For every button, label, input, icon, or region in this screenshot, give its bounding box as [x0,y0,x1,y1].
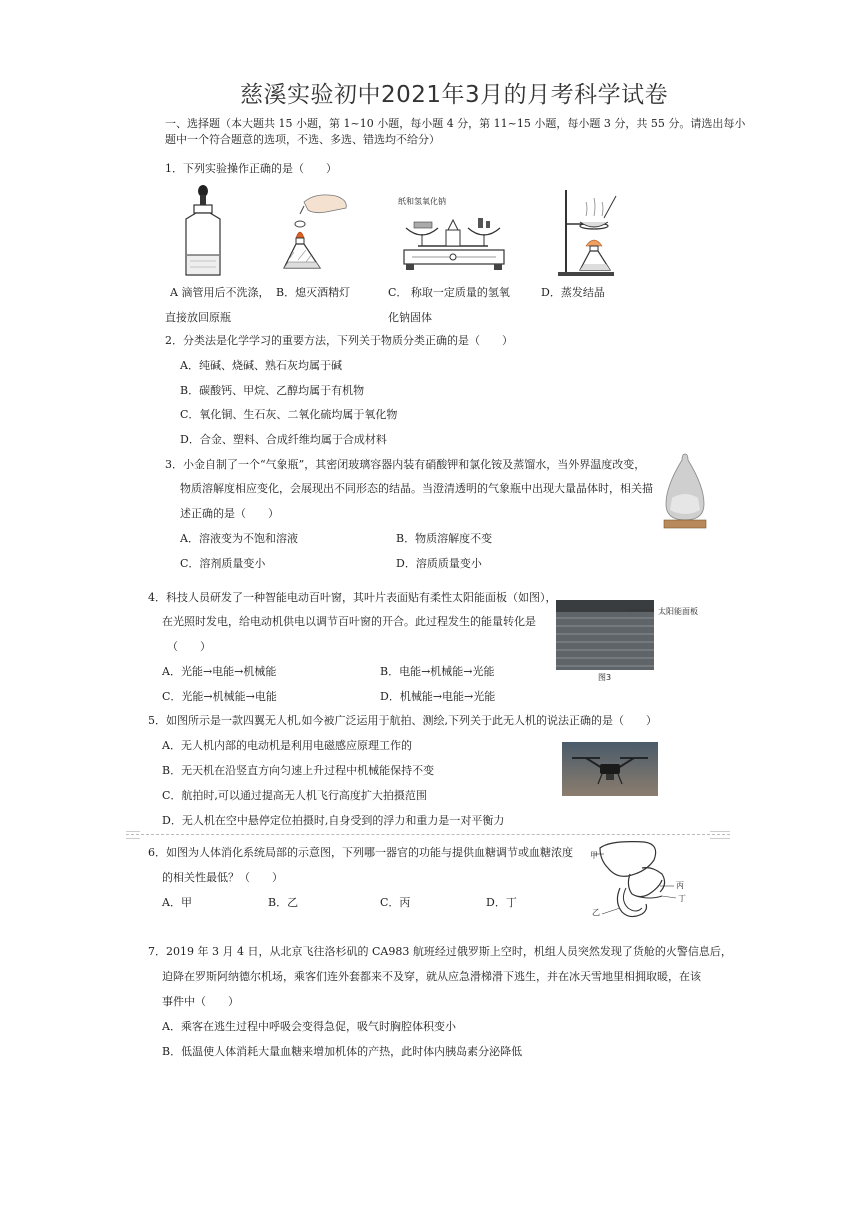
q5-option-b: B．无天机在沿竖直方向匀速上升过程中机械能保持不变 [162,764,435,777]
q4-stem-line2: 在光照时发电，给电动机供电以调节百叶窗的开合。此过程发生的能量转化是 [162,615,536,628]
q7-option-a: A．乘客在逃生过程中呼吸会变得急促，吸气时胸腔体积变小 [162,1020,456,1033]
q4-option-b: B．电能→机械能→光能 [380,665,495,678]
q7-stem-line1: 7．2019 年 3 月 4 日，从北京飞往洛杉矶的 CA983 航班经过俄罗斯上空时，机组人员突然发现了货舱的火警信息后， [148,945,732,958]
evaporation-figure [556,186,620,278]
q4-stem-line1: 4．科技人员研发了一种智能电动百叶窗，其叶片表面贴有柔性太阳能面板（如图）， [148,591,557,604]
q1-option-d: D．蒸发结晶 [541,286,605,299]
organ-label-bing: 丙 [676,881,684,890]
q6-option-b: B．乙 [268,896,299,909]
q3-option-b: B．物质溶解度不变 [396,532,493,545]
q1-figure-c-label: 纸和氢氧化钠 [398,197,446,206]
q4-stem-line3: （ ） [167,640,211,653]
alcohol-lamp-figure [276,192,354,278]
organ-label-yi: 乙 [592,908,600,917]
q1-option-b: B．熄灭酒精灯 [276,286,351,299]
q4-option-c: C．光能→机械能→电能 [162,690,277,703]
dropper-bottle-figure [178,183,228,279]
section-instructions-line2: 题中一个符合题意的选项，不选、多选、错选均不给分） [165,133,440,146]
q6-stem-line2: 的相关性最低？（ ） [162,871,283,884]
q1-option-a-line1: A 滴管用后不洗涤， [170,286,270,299]
q3-option-a: A．溶液变为不饱和溶液 [180,532,298,545]
q3-stem-line3: 述正确的是（ ） [180,507,279,520]
drone-photo [562,742,658,796]
q6-option-c: C．丙 [380,896,411,909]
q1-stem: 1．下列实验操作正确的是（ ） [165,162,337,175]
q7-stem-line3: 事件中（ ） [162,995,239,1008]
q7-option-b: B．低温使人体消耗大量血糖来增加机体的产热，此时体内胰岛素分泌降低 [162,1045,523,1058]
q6-option-a: A．甲 [162,896,192,909]
q3-option-c: C．溶剂质量变小 [180,557,266,570]
q3-option-d: D．溶质质量变小 [396,557,482,570]
weather-bottle-figure [660,450,710,532]
solar-blinds-photo [556,600,654,670]
q2-option-c: C．氧化铜、生石灰、二氧化硫均属于氧化物 [180,408,398,421]
q5-option-a: A．无人机内部的电动机是利用电磁感应原理工作的 [162,739,412,752]
page-divider [126,834,730,835]
organ-label-ding: 丁 [678,894,686,903]
q2-option-d: D．合金、塑料、合成纤维均属于合成材料 [180,433,387,446]
q7-stem-line2: 迫降在罗斯阿纳德尔机场，乘客们连外套都来不及穿，就从应急滑梯滑下逃生，并在冰天雪地里相拥取暖，在该 [162,970,701,983]
divider-right-mark [710,831,730,839]
q3-stem-line2: 物质溶解度相应变化，会展现出不同形态的结晶。当澄清透明的气象瓶中出现大量晶体时，相关描 [180,482,653,495]
q2-stem: 2．分类法是化学学习的重要方法，下列关于物质分类正确的是（ ） [165,334,513,347]
section-instructions-line1: 一、选择题（本大题共 15 小题，第 1~10 小题，每小题 4 分，第 11~15 小题，每小题 3 分，共 55 分。请选出每小 [165,117,746,130]
q5-option-d: D．无人机在空中悬停定位拍摄时,自身受到的浮力和重力是一对平衡力 [162,814,505,827]
q5-stem: 5．如图所示是一款四翼无人机,如今被广泛运用于航拍、测绘,下列关于此无人机的说法正确的是（ ） [148,714,657,727]
organ-label-jia: 甲 [590,851,598,860]
q1-option-a-line2: 直接放回原瓶 [165,311,231,324]
q1-option-c-line1: C． 称取一定质量的氢氧 [388,286,510,299]
exam-title: 慈溪实验初中2021年3月的月考科学试卷 [240,82,669,108]
q4-option-a: A．光能→电能→机械能 [162,665,277,678]
q4-option-d: D．机械能→电能→光能 [380,690,496,703]
q1-option-c-line2: 化钠固体 [388,311,432,324]
divider-left-mark [126,831,140,839]
q2-option-b: B．碳酸钙、甲烷、乙醇均属于有机物 [180,384,365,397]
solar-panel-label: 太阳能面板 [658,607,698,616]
q3-stem-line1: 3．小金自制了一个“气象瓶”，其密闭玻璃容器内装有硝酸钾和氯化铵及蒸馏水，当外界温度改变， [165,458,646,471]
q6-stem-line1: 6．如图为人体消化系统局部的示意图，下列哪一器官的功能与提供血糖调节或血糖浓度 [148,846,573,859]
q5-option-c: C．航拍时,可以通过提高无人机飞行高度扩大拍摄范围 [162,789,427,802]
q2-option-a: A．纯碱、烧碱、熟石灰均属于碱 [180,359,342,372]
q6-option-d: D．丁 [486,896,517,909]
balance-figure [398,206,510,276]
figure-3-caption: 图3 [598,673,612,682]
